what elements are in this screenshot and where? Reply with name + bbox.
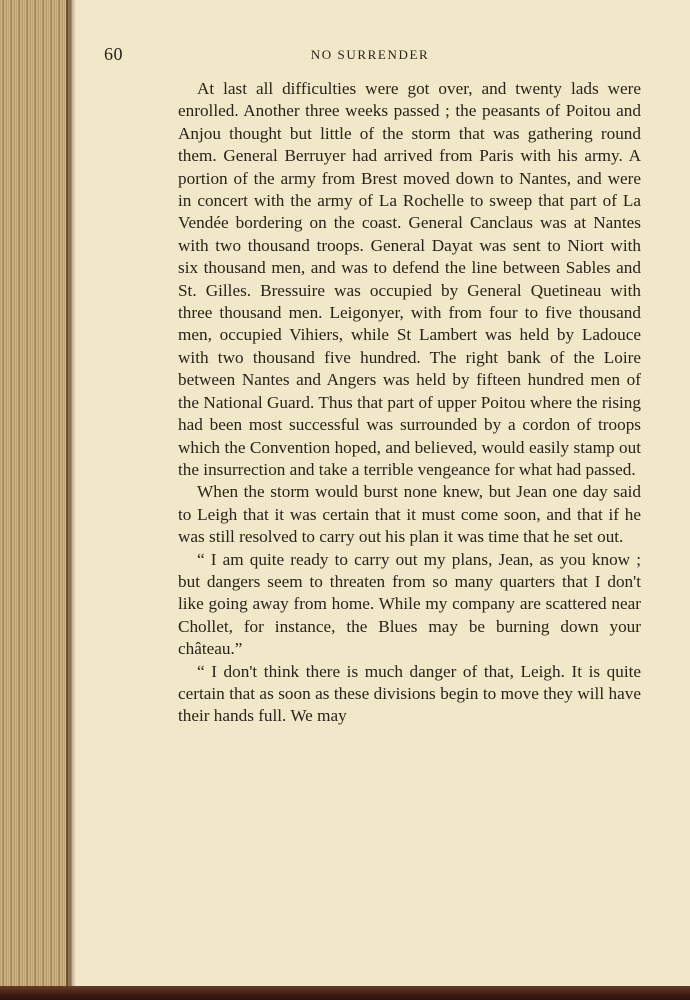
running-title: NO SURRENDER xyxy=(310,47,430,62)
book-bottom-edge xyxy=(0,986,690,1000)
paragraph: At last all difficulties were got over, and twenty lads were enrolled. Another three weeks passed ; the peasants of Poitou and Anjou thought but little of the storm that was gathering round them. General Berruyer had arrived from Paris with his army. A portion of the army from Brest moved down to Nantes, and were in concert with the army of La Rochelle to sweep that part of La Vendée bordering on the coast. General Canclaus was at Nantes with two thousand troops. General Dayat was sent to Niort with six thousand men, and was to defend the line between Sables and St. Gilles. Bressuire was occupied by General Quetineau with three thousand men. Leigonyer, with from four to five thousand men, occupied Vihiers, while St Lambert was held by Ladouce with two thousand five hundred. The right bank of the Loire between Nantes and Angers was held by fifteen hundred men of the National Guard. Thus that part of upper Poitou where the rising had been most successful was surrounded by a cordon of troops which the Convention hoped, and believed, would easily stamp out the insurrection and take a terrible vengeance for what had passed. xyxy=(178,79,641,479)
page-header xyxy=(100,44,640,68)
paragraph: “ I don't think there is much danger of that, Leigh. It is quite certain that as soon as these divisions begin to move they will have their hands full. We may xyxy=(178,661,641,726)
page-number: 60 xyxy=(104,44,123,64)
paragraph: When the storm would burst none knew, but Jean one day said to Leigh that it was certain that it must come soon, and that if he was still resolved to carry out his plan it was time that he set out. xyxy=(178,482,641,547)
body-text xyxy=(178,78,641,728)
gutter-shadow xyxy=(66,0,76,1000)
book-spine-edge xyxy=(0,0,72,1000)
paragraph: “ I am quite ready to carry out my plans, Jean, as you know ; but dangers seem to threaten from so many quarters that I don't like going away from home. While my company are scattered near Chollet, for instance, the Blues may be burning down your château.” xyxy=(178,549,641,659)
